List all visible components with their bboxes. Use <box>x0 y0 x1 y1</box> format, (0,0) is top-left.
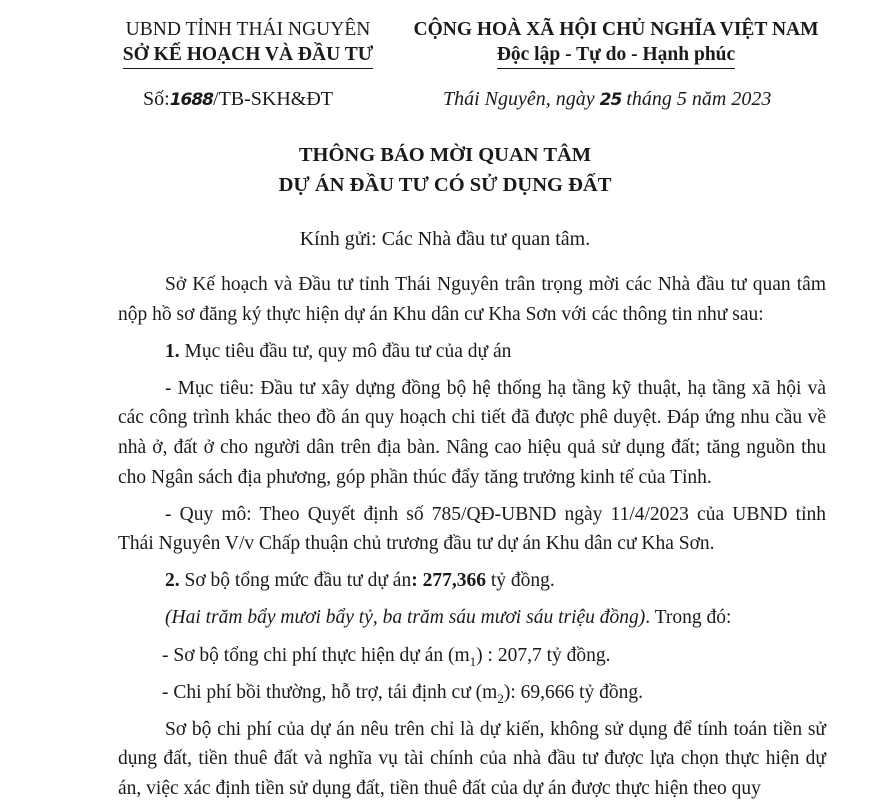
document-body <box>118 270 826 804</box>
national-motto: Độc lập - Tự do - Hạnh phúc <box>497 42 735 69</box>
total-investment-amount: : 277,366 <box>411 570 486 592</box>
section2-heading: 2. Sơ bộ tổng mức đầu tư dự án: 277,366 tỷ đồng. <box>165 570 555 592</box>
greeting: Kính gửi: Các Nhà đầu tư quan tâm. <box>299 228 591 250</box>
cost-item-m1: - Sơ bộ tổng chi phí thực hiện dự án $(m_1)$ : 207,7 tỷ đồng. <box>162 644 611 669</box>
section1-scale: - Quy mô: Theo Quyết định số 785/QĐ-UBND ngày 11/4/2023 của UBND tỉnh Thái Nguyên V/v Chấp thuận chủ trương đầu tư dự án Khu dân cư Kha Sơn. <box>118 503 826 555</box>
cost-note-paragraph: Sơ bộ chi phí của dự án nêu trên chỉ là dự kiến, không sử dụng để tính toán tiền sử dụng đất, tiền thuê đất và nghĩa vụ tài chính của nhà đầu tư được lựa chọn thực hiện dự án, việc xác định tiền sử dụng đất, tiền thuê đất của dự án được thực hiện theo quy <box>118 718 826 799</box>
department-name: SỞ KẾ HOẠCH VÀ ĐẦU TƯ <box>123 42 373 69</box>
section1-objective: - Mục tiêu: Đầu tư xây dựng đồng bộ hệ thống hạ tầng kỹ thuật, hạ tầng xã hội và các công trình khác theo đồ án quy hoạch chi tiết đã được phê duyệt. Đáp ứng nhu cầu về nhà ở, đất ở cho người dân trên địa bàn. Nâng cao hiệu quả sử dụng đất; tăng nguồn thu cho Ngân sách địa phương, góp phần thúc đẩy tăng trưởng kinh tế của Tỉnh. <box>118 377 826 488</box>
issuer-block <box>100 17 396 69</box>
issue-date: Thái Nguyên, ngày 25 tháng 5 năm 2023 <box>443 88 772 110</box>
amount-in-words: (Hai trăm bẩy mươi bẩy tỷ, ba trăm sáu mươi sáu triệu đồng). Trong đó: <box>165 607 732 629</box>
document-number: Số:1688/TB-SKH&ĐT <box>143 88 334 110</box>
intro-paragraph: Sở Kế hoạch và Đầu tư tỉnh Thái Nguyên trân trọng mời các Nhà đầu tư quan tâm nộp hồ sơ đăng ký thực hiện dự án Khu dân cư Kha Sơn với các thông tin như sau: <box>118 274 826 325</box>
province-name: UBND TỈNH THÁI NGUYÊN <box>125 19 371 40</box>
document-title-line2: DỰ ÁN ĐẦU TƯ CÓ SỬ DỤNG ĐẤT <box>278 174 612 196</box>
country-name: CỘNG HOÀ XÃ HỘI CHỦ NGHĨA VIỆT NAM <box>413 19 819 40</box>
section1-heading: 1. Mục tiêu đầu tư, quy mô đầu tư của dự án <box>165 340 512 362</box>
handwritten-number: 1688 <box>169 90 214 110</box>
cost-item-m2: - Chi phí bồi thường, hỗ trợ, tái định cư $(m_2)$: 69,666 tỷ đồng. <box>162 681 644 706</box>
handwritten-day: 25 <box>599 90 622 110</box>
national-header <box>400 17 832 69</box>
document-title-line1: THÔNG BÁO MỜI QUAN TÂM <box>298 144 592 166</box>
